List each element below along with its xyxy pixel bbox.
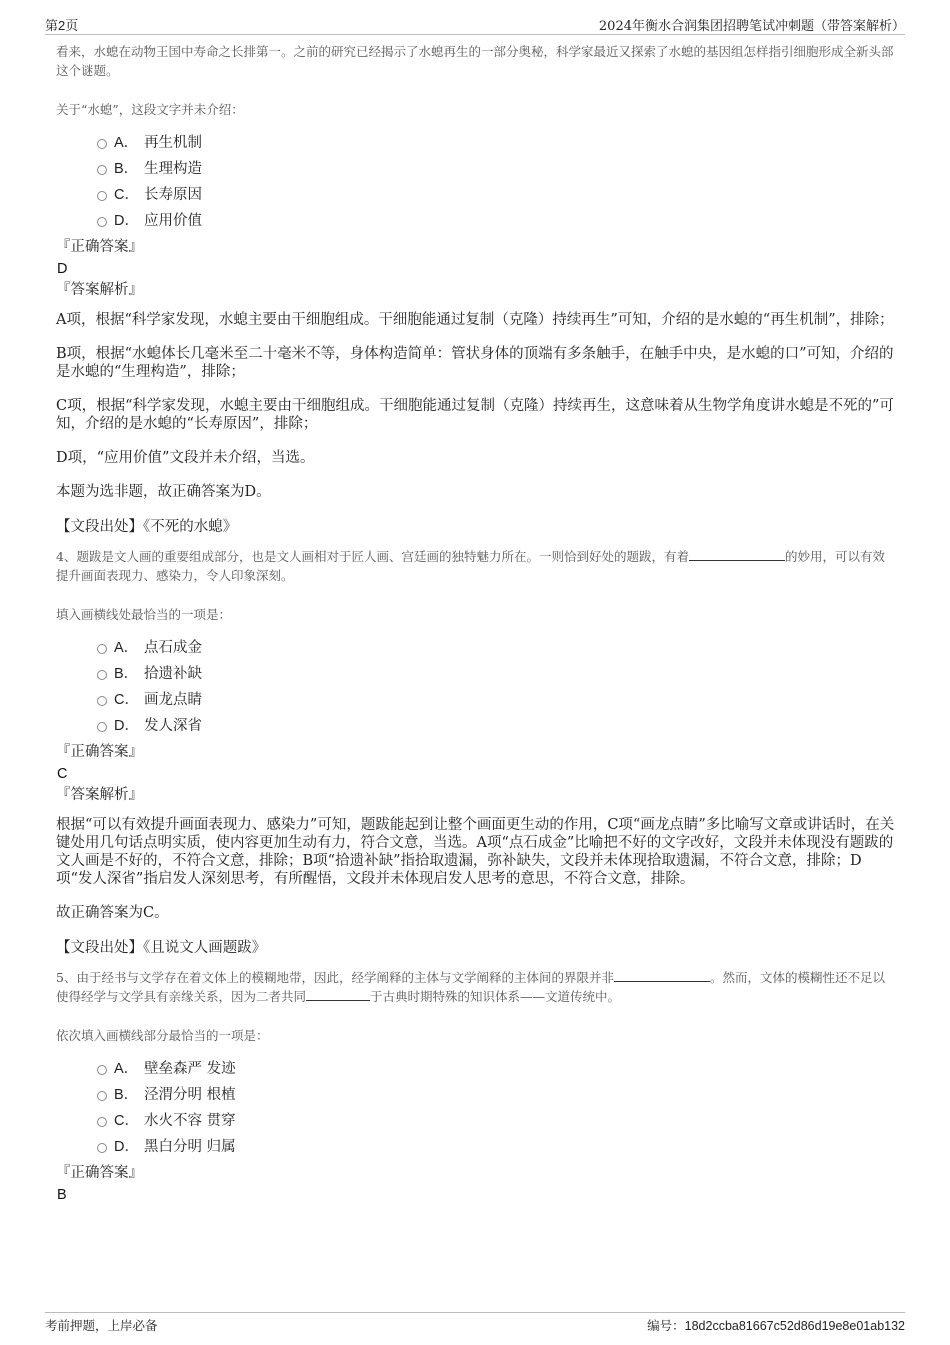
q3-answer: D	[57, 261, 68, 277]
radio-icon[interactable]	[97, 217, 107, 227]
radio-icon[interactable]	[97, 191, 107, 201]
q3-analysis-label: 『答案解析』	[56, 282, 143, 298]
q4-analysis: 根据“可以有效提升画面表现力、感染力”可知，题跋能起到让整个画面更生动的作用，C项“画龙点睛”多比喻写文章或讲话时，在关键处用几句话点明实质，使内容更加生动有力，符合文意，当选。A项“点石成金”比喻把不好的文字改好，文段并未体现没有题跋的文人画是不好的，不符合文意，排除；B项“拾遗补缺”指拾取遗漏，弥补缺失，文段并未体现拾取遗漏，不符合文意，排除；D项“发人深省”指启发人深刻思考，有所醒悟，文段并未体现启发人思考的意思，不符合文意，排除。	[56, 817, 895, 887]
q3-passage: 看来，水螅在动物王国中寿命之长排第一。之前的研究已经揭示了水螅再生的一部分奥秘，科学家最近又探索了水螅的基因组怎样指引细胞形成全新头部这个谜题。	[56, 44, 894, 78]
q3-option-b[interactable]: B． 生理构造	[56, 156, 896, 182]
radio-icon[interactable]	[97, 670, 107, 680]
q4-analysis-label: 『答案解析』	[56, 787, 143, 803]
q4-option-d[interactable]: D． 发人深省	[56, 713, 896, 739]
q3-option-a[interactable]: A． 再生机制	[56, 130, 896, 156]
radio-icon[interactable]	[97, 696, 107, 706]
radio-icon[interactable]	[97, 1091, 107, 1101]
q5-blank-2	[306, 988, 370, 1001]
q3-analysis-c: C项，根据“科学家发现，水螅主要由干细胞组成。干细胞能通过复制（克隆）持续再生，这意味着从生物学角度讲水螅是不死的”可知，介绍的是水螅的“长寿原因”，排除；	[56, 398, 894, 432]
q4-answer: C	[57, 766, 68, 782]
radio-icon[interactable]	[97, 1143, 107, 1153]
page-number: 第2页	[45, 18, 79, 33]
q5-blank-1	[614, 969, 710, 982]
q5-answer-label: 『正确答案』	[56, 1165, 143, 1181]
q5-option-b[interactable]: B． 泾渭分明 根植	[56, 1082, 896, 1108]
radio-icon[interactable]	[97, 722, 107, 732]
q5-option-c[interactable]: C． 水火不容 贯穿	[56, 1108, 896, 1134]
radio-icon[interactable]	[97, 644, 107, 654]
q3-analysis-a: A项，根据“科学家发现，水螅主要由干细胞组成。干细胞能通过复制（克隆）持续再生”可知，介绍的是水螅的“再生机制”，排除；	[56, 312, 894, 328]
radio-icon[interactable]	[97, 1117, 107, 1127]
q4-option-b[interactable]: B． 拾遗补缺	[56, 661, 896, 687]
q4-blank	[689, 548, 785, 561]
q4-prompt: 填入画横线处最恰当的一项是：	[56, 607, 232, 622]
q5-option-a[interactable]: A． 壁垒森严 发迹	[56, 1056, 896, 1082]
q3-option-d[interactable]: D． 应用价值	[56, 208, 896, 234]
q4-conclusion: 故正确答案为C。	[56, 905, 169, 921]
document-code: 编号：18d2ccba81667c52d86d19e8e01ab132	[647, 1319, 905, 1333]
q3-analysis-d: D项，“应用价值”文段并未介绍，当选。	[56, 450, 315, 466]
q4-option-a[interactable]: A． 点石成金	[56, 635, 896, 661]
page-content	[56, 42, 896, 1206]
radio-icon[interactable]	[97, 139, 107, 149]
q3-conclusion: 本题为选非题，故正确答案为D。	[56, 484, 271, 500]
q4-option-c[interactable]: C． 画龙点睛	[56, 687, 896, 713]
q5-answer: B	[57, 1187, 67, 1203]
document-title: 2024年衡水合润集团招聘笔试冲刺题（带答案解析）	[598, 19, 905, 34]
radio-icon[interactable]	[97, 165, 107, 175]
q3-answer-label: 『正确答案』	[56, 239, 143, 255]
q3-option-c[interactable]: C． 长寿原因	[56, 182, 896, 208]
footer-slogan: 考前押题，上岸必备	[45, 1318, 158, 1333]
radio-icon[interactable]	[97, 1065, 107, 1075]
q4-stem: 4、题跋是文人画的重要组成部分，也是文人画相对于匠人画、宫廷画的独特魅力所在。一则恰到好处的题跋，有着 的妙用，可以有效提升画面表现力、感染力，令人印象深刻。	[56, 549, 885, 583]
q5-stem: 5、由于经书与文学存在着文体上的模糊地带，因此，经学阐释的主体与文学阐释的主体间的界限并非 。然而，文体的模糊性还不足以使得经学与文学具有亲缘关系，因为二者共同 于古典时期特殊的知识体系——文道传统中。	[56, 970, 885, 1004]
q3-options	[56, 130, 896, 234]
q5-options	[56, 1056, 896, 1160]
q3-prompt: 关于“水螅”，这段文字并未介绍：	[56, 102, 244, 117]
q4-answer-label: 『正确答案』	[56, 744, 143, 760]
q3-source: 【文段出处】《不死的水螅》	[56, 519, 238, 535]
q3-analysis-b: B项，根据“水螅体长几毫米至二十毫米不等，身体构造简单：管状身体的顶端有多条触手，在触手中央，是水螅的口”可知，介绍的是水螅的“生理构造”，排除；	[56, 346, 894, 380]
page-header	[45, 14, 905, 35]
q4-source: 【文段出处】《且说文人画题跋》	[56, 940, 267, 956]
q5-prompt: 依次填入画横线部分最恰当的一项是：	[56, 1028, 269, 1043]
q4-options	[56, 635, 896, 739]
page-footer	[45, 1312, 905, 1335]
q5-option-d[interactable]: D． 黑白分明 归属	[56, 1134, 896, 1160]
